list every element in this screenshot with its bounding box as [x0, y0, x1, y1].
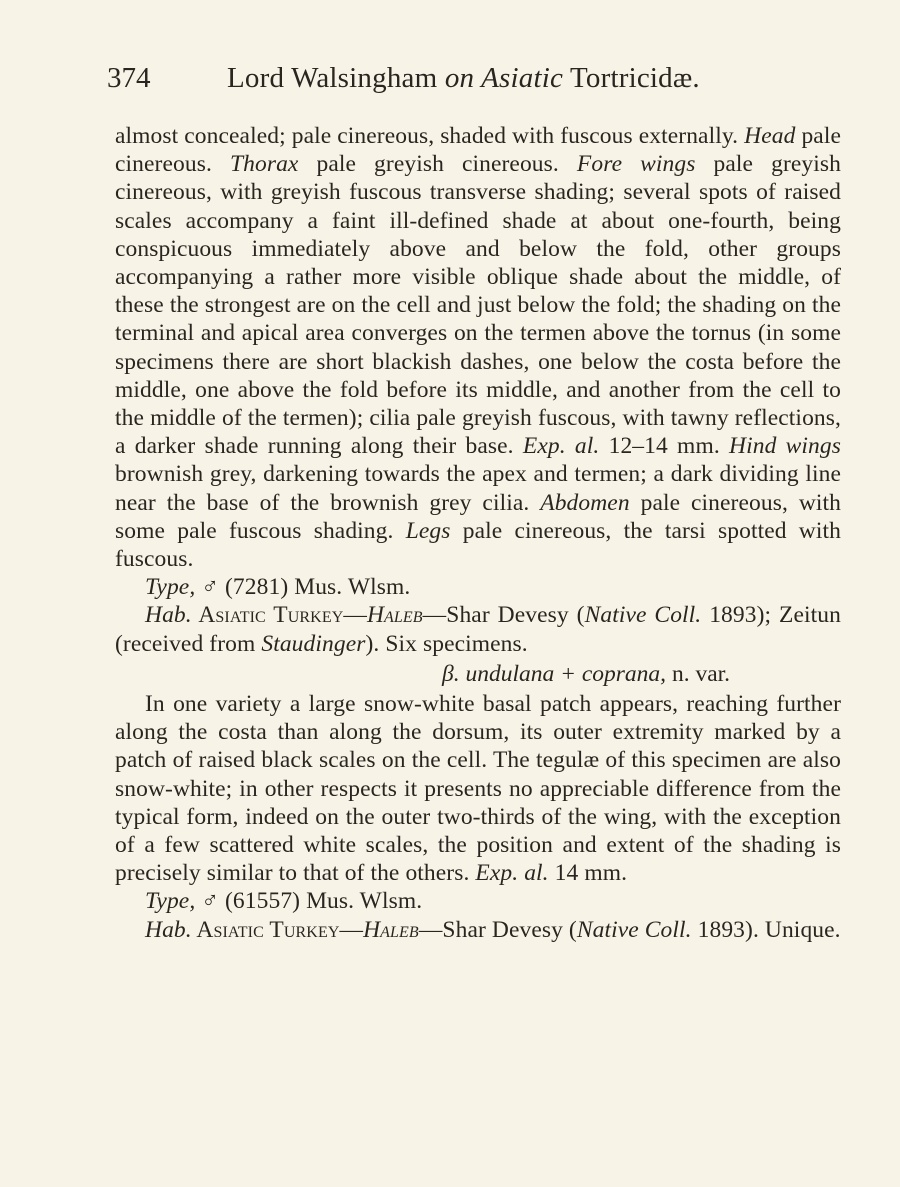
description-paragraph: almost concealed; pale cinereous, shaded with fuscous externally. Head pale cinereous. Thorax pale greyish cinereous. Fore wings pale greyish cinereous, with greyish fuscous transverse shading; several spots of raised scales accompany a faint ill-defined shade at about one-fourth, being conspicuous immediately above and below the fold, other groups accompanying a rather more visible oblique shade about the middle, of these the strongest are on the cell and just below the fold; the shading on the terminal and apical area converges on the termen above the tornus (in some specimens there are short blackish dashes, one below the costa before the middle, one above the fold before its middle, and another from the cell to the middle of the termen); cilia pale greyish fuscous, with tawny reflections, a darker shade running along their base. Exp. al. 12–14 mm. Hind wings brownish grey, darkening towards the apex and termen; a dark dividing line near the base of the brownish grey cilia. Abdomen pale cinereous, with some pale fuscous shading. Legs pale cinereous, the tarsi spotted with fuscous.	[115, 123, 841, 573]
male-symbol: ♂	[195, 574, 220, 601]
habitat-paragraph-1: Hab. Asiatic Turkey—Haleb—Shar Devesy (Native Coll. 1893); Zeitun (received from Staudinger). Six specimens.	[115, 602, 842, 657]
male-symbol: ♂	[195, 888, 220, 915]
habitat-paragraph-2: Hab. Asiatic Turkey—Haleb—Shar Devesy (Native Coll. 1893). Unique.	[145, 916, 841, 943]
page	[107, 62, 842, 944]
running-header	[107, 62, 841, 106]
variety-paragraph: In one variety a large snow-white basal patch appears, reaching further along the costa than along the dorsum, its outer extremity marked by a patch of raised black scales on the cell. The tegulæ of this specimen are also snow-white; in other respects it presents no appreciable difference from the typical form, indeed on the outer two-thirds of the wing, with the exception of a few scattered white scales, the position and extent of the shading is precisely similar to that of the others. Exp. al. 14 mm.	[115, 691, 841, 887]
running-title: Lord Walsingham on Asiatic Tortricidæ.	[227, 62, 700, 94]
type-line-2: Type, ♂ (61557) Mus. Wlsm.	[145, 888, 423, 915]
variety-heading: β. undulana + coprana, n. var.	[442, 660, 731, 687]
type-line-1: Type, ♂ (7281) Mus. Wlsm.	[145, 574, 411, 601]
page-number: 374	[107, 62, 151, 94]
